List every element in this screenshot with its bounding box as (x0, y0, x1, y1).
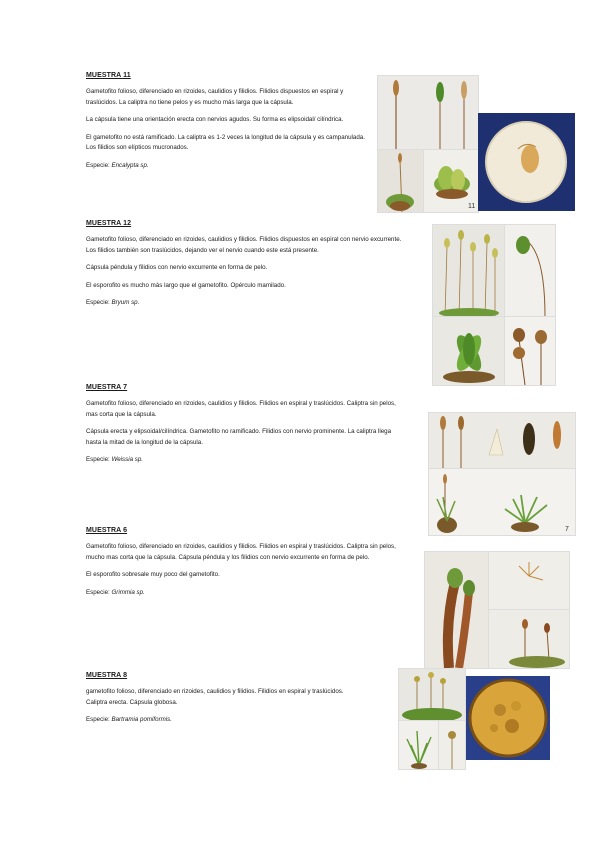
species-line (86, 715, 366, 726)
photo-microscope (478, 113, 575, 211)
photo-pendulous-capsules (504, 316, 556, 386)
photo-number: 11 (468, 203, 476, 210)
sample-title: MUESTRA 6 (86, 527, 128, 534)
species-label: Especie: (86, 588, 110, 596)
photo-leafy-shoot (432, 316, 506, 386)
photo-gametophyte (488, 609, 570, 669)
species-label: Especie: (86, 299, 110, 306)
photo-collage (428, 412, 574, 534)
sample-title: MUESTRA 7 (86, 384, 128, 391)
photo-single-capsule (504, 224, 556, 318)
sample-title: MUESTRA 11 (86, 72, 131, 79)
species-name: Bartramia pomiformis. (111, 716, 172, 723)
species-line (86, 161, 376, 172)
sample-paragraph: gametofito folioso, diferenciado en rizoides, caulidios y filidios. Filidios en espiral y traslúcidos. Caliptra erecta. Cápsula globosa. (86, 688, 344, 706)
species-name: Grimmia sp. (111, 588, 145, 596)
sample-paragraph: El esporofito sobresale muy poco del gametofito. (86, 571, 220, 578)
species-line (86, 455, 396, 466)
sample-paragraph: Gametofito folioso, diferenciado en rizoides, caulidios y filidios. Filidios dispuestos en espiral y traslúcidos. La caliptra no tiene pelos y es mucho más larga que la cápsula. (86, 88, 344, 106)
photo-collage (398, 668, 550, 768)
species-name: Weissia sp. (111, 456, 143, 463)
species-label: Especie: (86, 456, 110, 463)
sample-title: MUESTRA 12 (86, 220, 132, 227)
species-line (86, 588, 404, 599)
species-name: Bryum sp. (111, 299, 140, 306)
photo-detail (488, 551, 570, 611)
photo-cushion (424, 551, 490, 669)
photo-rosette (423, 149, 479, 213)
sample-paragraph: Cápsula péndula y filidios con nervio excurrente en forma de pelo. (86, 264, 268, 271)
species-label: Especie: (86, 161, 110, 169)
photo-tuft (398, 720, 440, 770)
photo-sporophytes (377, 75, 479, 151)
sample-paragraph: Gametofito folioso, diferenciado en rizoides, caulidios y filidios. Filidios en espiral y traslúcidos. Caliptra sin pelos, mucho mas corta que la cápsula. Cápsula péndula y los filidios con nervio excurrente en forma de pelo. (86, 543, 396, 561)
photo-capsules (398, 668, 466, 722)
photo-capsules (432, 224, 506, 318)
sample-paragraph: El gametofito no está ramificado. La caliptra es 1-2 veces la longitud de la cápsula y es campanulada. Los filidios son elípticos mucronados. (86, 133, 365, 151)
photo-number: 7 (565, 526, 569, 533)
photo-collage (432, 224, 554, 384)
sample-paragraph: Gametofito folioso, diferenciado en rizoides, caulidios y filidios. Filidios dispuestos en espiral con nervio excurrente. Los filidios también son traslúcidos, dejando ver el nervio cuando este está presente. (86, 236, 402, 254)
species-line (86, 298, 411, 309)
species-name: Encalypta sp. (111, 161, 149, 169)
sample-title: MUESTRA 8 (86, 672, 128, 679)
species-label: Especie: (86, 716, 110, 723)
sample-paragraph: Gametofito folioso, diferenciado en rizoides, caulidios y filidios. Filidios en espiral y traslúcidos. Caliptra sin pelos, mas corta que la cápsula. (86, 400, 396, 418)
sample-paragraph: La cápsula tiene una orientación erecta con nervios agudos. Su forma es elipsoidal/ cilíndrica. (86, 116, 344, 123)
sample-paragraph: Cápsula erecta y elipsoidal/cilíndrica. Gametofito no ramificado. Filidios con nervio prominente. La caliptra llega hasta la mitad de la longitud de la cápsula. (86, 428, 392, 446)
sample-paragraph: El esporofito es mucho más largo que el gametofito. Opérculo mamilado. (86, 281, 286, 289)
photo-gametophyte (377, 149, 425, 213)
photo-microscope (466, 676, 550, 760)
photo-collage (377, 75, 575, 211)
photo-collage (424, 551, 568, 667)
photo-gametophyte (428, 468, 576, 536)
photo-sporophytes (428, 412, 576, 470)
photo-single-capsule (438, 720, 466, 770)
